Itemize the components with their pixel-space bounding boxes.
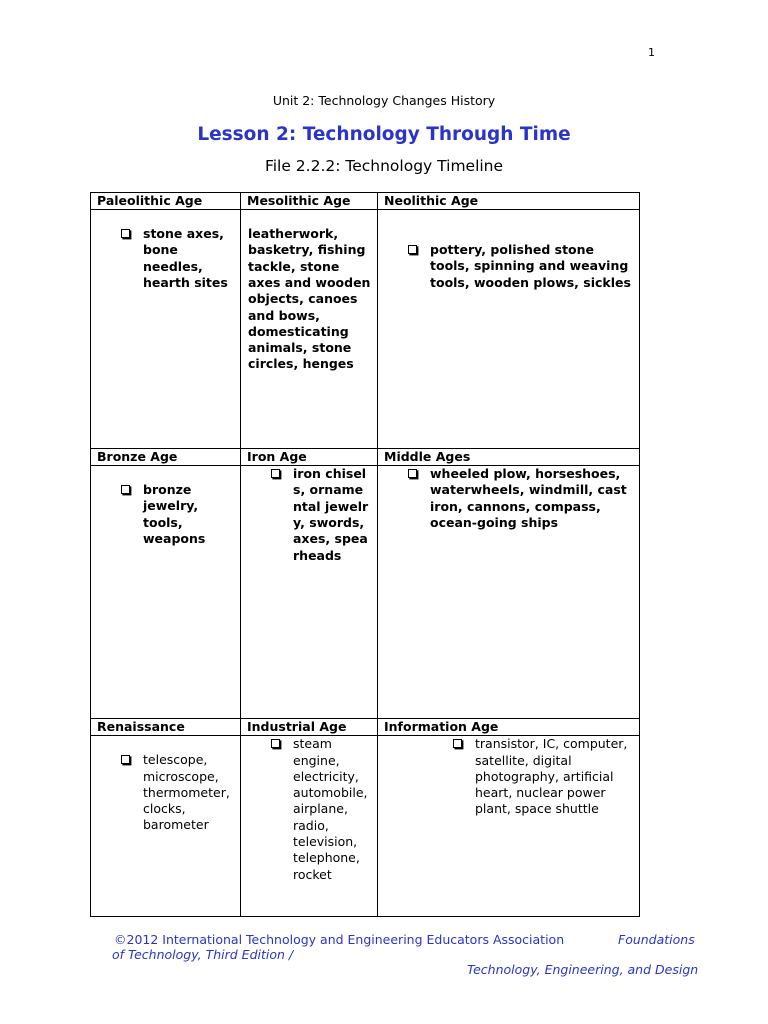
- checkbox-bullet-icon: [408, 469, 417, 478]
- header-paleolithic-age: Paleolithic Age: [91, 193, 241, 210]
- cell-industrial: [241, 736, 378, 917]
- list-item: [453, 736, 633, 817]
- checkbox-bullet-icon: [121, 755, 130, 764]
- checkbox-bullet-icon: [121, 229, 130, 238]
- cell-renaissance: [91, 736, 241, 917]
- cell-bronze: [91, 466, 241, 719]
- list-item: [121, 226, 233, 291]
- cell-paleolithic: [91, 210, 241, 449]
- bronze-items: bronze jewelry, tools, weapons: [143, 482, 206, 546]
- technology-timeline-table: [90, 192, 640, 917]
- checkbox-bullet-icon: [121, 485, 130, 494]
- cell-information: [378, 736, 640, 917]
- table-row: [91, 736, 640, 917]
- table-header-row: [91, 449, 640, 466]
- list-item: [271, 736, 375, 883]
- list-item: [408, 466, 636, 531]
- header-information-age: Information Age: [378, 719, 640, 736]
- information-items: transistor, IC, computer, satellite, digital photography, artificial heart, nuclear power plant, space shuttle: [475, 736, 628, 817]
- iron-items: iron chisels, ornamental jewelry, swords, axes, spearheads: [293, 466, 369, 563]
- list-item: [121, 752, 237, 833]
- header-neolithic-age: Neolithic Age: [378, 193, 640, 210]
- lesson-title: Lesson 2: Technology Through Time: [197, 124, 571, 145]
- checkbox-bullet-icon: [453, 739, 462, 748]
- list-item: [121, 482, 221, 547]
- footer-copyright: ©2012 International Technology and Engineering Educators Association: [114, 932, 565, 947]
- file-title: File 2.2.2: Technology Timeline: [264, 157, 504, 175]
- header-bronze-age: Bronze Age: [91, 449, 241, 466]
- table-row: [91, 210, 640, 449]
- header-mesolithic-age: Mesolithic Age: [241, 193, 378, 210]
- list-item: [408, 242, 636, 291]
- checkbox-bullet-icon: [271, 469, 280, 478]
- table-row: [91, 466, 640, 719]
- renaissance-items: telescope, microscope, thermometer, clocks, barometer: [143, 752, 230, 833]
- table-header-row: [91, 719, 640, 736]
- list-item: [271, 466, 371, 564]
- footer-book-title-part2: of Technology, Third Edition /: [112, 947, 294, 962]
- footer-book-title-part1: Foundations: [618, 932, 695, 947]
- header-industrial-age: Industrial Age: [241, 719, 378, 736]
- header-renaissance: Renaissance: [91, 719, 241, 736]
- cell-middle-ages: [378, 466, 640, 719]
- cell-neolithic: [378, 210, 640, 449]
- paleolithic-items: stone axes, bone needles, hearth sites: [143, 226, 228, 290]
- industrial-items: steam engine, electricity, automobile, airplane, radio, television, telephone, rocket: [293, 736, 368, 882]
- table-header-row: [91, 193, 640, 210]
- checkbox-bullet-icon: [408, 245, 417, 254]
- footer-book-title-part3: Technology, Engineering, and Design: [467, 962, 699, 977]
- middle-ages-items: wheeled plow, horseshoes, waterwheels, windmill, cast iron, cannons, compass, ocean-going ships: [430, 466, 627, 530]
- mesolithic-items: leatherwork, basketry, fishing tackle, stone axes and wooden objects, canoes and bows, domesticating animals, stone circles, henges: [248, 226, 371, 372]
- header-middle-ages: Middle Ages: [378, 449, 640, 466]
- checkbox-bullet-icon: [271, 739, 280, 748]
- page-number: 1: [648, 46, 655, 59]
- cell-mesolithic: [241, 210, 378, 449]
- neolithic-items: pottery, polished stone tools, spinning and weaving tools, wooden plows, sickles: [430, 242, 631, 290]
- header-iron-age: Iron Age: [241, 449, 378, 466]
- cell-iron: [241, 466, 378, 719]
- unit-title: Unit 2: Technology Changes History: [272, 93, 496, 108]
